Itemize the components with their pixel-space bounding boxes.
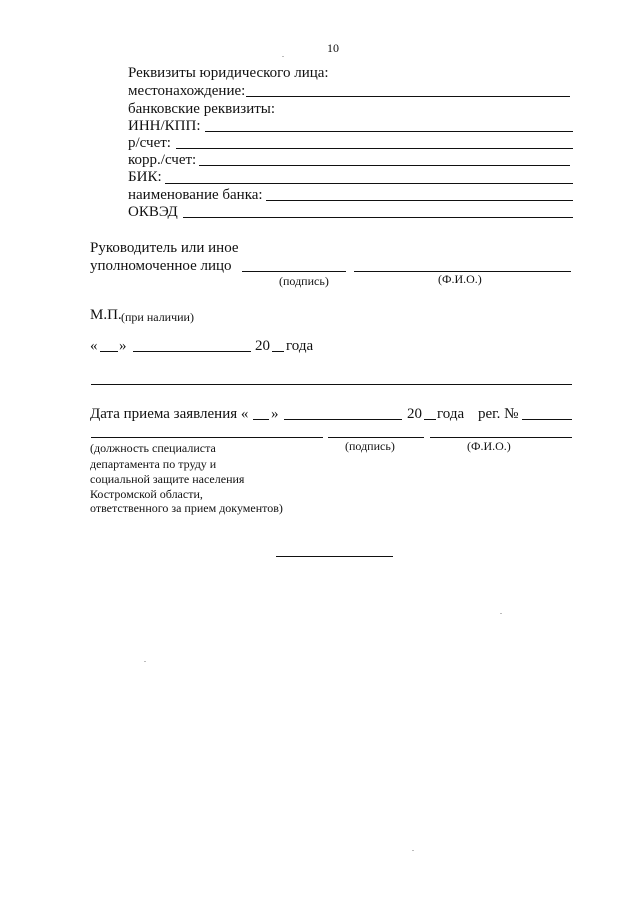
date-century: 20 [255,338,270,354]
scan-speck [144,661,146,662]
date-open-quote: « [90,338,98,354]
specialist-position-caption-5: ответственного за прием документов) [90,501,283,515]
location-field-line [246,96,570,97]
date-year-suffix: года [286,338,314,354]
page-number: 10 [327,41,339,55]
bank-details-label: банковские реквизиты: [128,101,276,117]
specialist-position-caption-4: Костромской области, [90,487,203,501]
head-signature-line [242,271,346,272]
separator-line [91,384,572,385]
inn-kpp-field-line [205,131,573,132]
specialist-position-caption-2: департамента по труду и [90,457,217,471]
date-day-line [100,351,118,352]
account-label: р/счет: [128,135,171,151]
receipt-year-suffix: года [437,406,465,422]
requisites-heading: Реквизиты юридического лица: [128,65,329,81]
head-signature-caption: (подпись) [279,274,329,288]
receipt-close-quote: » [271,406,279,422]
date-month-line [133,351,251,352]
specialist-position-caption-1: (должность специалиста [90,441,216,455]
okved-label: ОКВЭД [128,204,178,220]
account-field-line [176,148,573,149]
date-year-line [272,351,284,352]
scan-speck [500,613,502,614]
scan-speck [282,56,284,57]
date-close-quote: » [119,338,127,354]
receipt-year-line [424,419,436,420]
receipt-month-line [284,419,402,420]
specialist-name-line [430,437,572,438]
location-label: местонахождение: [128,83,246,99]
corr-account-label: корр./счет: [128,152,197,168]
seal-label: М.П. [90,307,122,323]
scan-speck [412,850,414,851]
specialist-name-caption: (Ф.И.О.) [467,439,511,453]
bik-field-line [165,183,573,184]
inn-kpp-label: ИНН/КПП: [128,118,201,134]
receipt-day-line [253,419,269,420]
specialist-signature-line [328,437,424,438]
head-label-line2: уполномоченное лицо [90,258,232,274]
corr-account-field-line [199,165,570,166]
bank-name-label: наименование банка: [128,187,263,203]
head-label-line1: Руководитель или иное [90,240,239,256]
closing-rule [276,556,393,557]
bank-name-field-line [266,200,573,201]
registration-number-label: рег. № [478,406,519,422]
seal-note: (при наличии) [121,310,194,324]
specialist-signature-caption: (подпись) [345,439,395,453]
specialist-position-caption-3: социальной защите населения [90,472,245,486]
specialist-position-line [91,437,323,438]
receipt-label: Дата приема заявления « [90,406,249,422]
head-name-caption: (Ф.И.О.) [438,272,482,286]
receipt-century: 20 [407,406,422,422]
registration-number-line [522,419,572,420]
bik-label: БИК: [128,169,162,185]
okved-field-line [183,217,573,218]
